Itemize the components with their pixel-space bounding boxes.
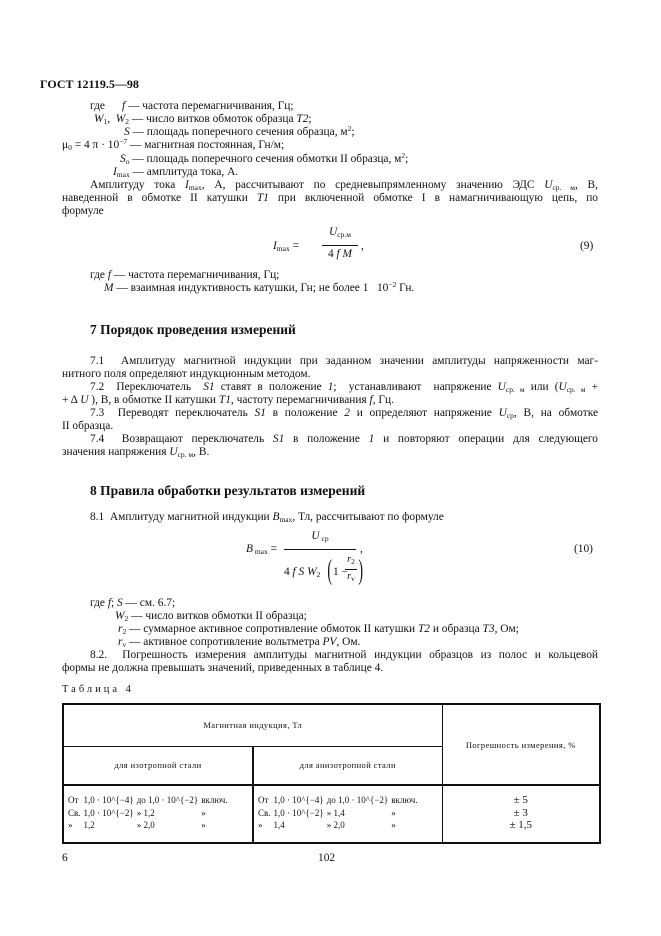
error-value: ± 3 (513, 806, 528, 819)
definition-f: где f — частота перемагничивания, Гц; (90, 269, 280, 281)
page-number-left: 6 (62, 852, 68, 864)
definition-f: где f — частота перемагничивания, Гц; (90, 100, 294, 112)
range-part: » (201, 820, 206, 830)
formula-10-inner-numerator: $r_2$ (347, 554, 355, 566)
paragraph-line: 8.1 Амплитуду магнитной индукции $B_{max}$, Тл, рассчитывают по формуле (90, 511, 444, 524)
range-part: » (201, 807, 206, 818)
table-4 (62, 703, 601, 844)
paren-right: ) (358, 555, 363, 586)
range-part: включ. (391, 795, 418, 805)
range-part: От (258, 795, 269, 805)
fraction-bar (322, 245, 358, 246)
formula-10-numerator: U $_{ср}$ (311, 530, 329, 543)
header-isotropic: для изотропной стали (63, 746, 253, 785)
paragraph-line: значения напряжения $U_{ср. м}$, В. (62, 446, 210, 459)
paragraph-line: Амплитуду тока $I_{max}$, А, рассчитывают по средневыпрямленному значению ЭДС $U_{ср. м}$, В, (90, 179, 598, 192)
range-part: » (391, 807, 396, 818)
error-value: ± 5 (513, 794, 528, 806)
paragraph-line: + Δ U ), В, в обмотке II катушки T1, частоту перемагничивания f, Гц. (62, 394, 394, 406)
fraction-bar (345, 569, 357, 570)
definition-w: $W_1$, $W_2$ — число витков обмоток образца T2; (94, 113, 312, 126)
formula-9-numerator: $U_{ср.м}$ (329, 226, 351, 239)
range-part: » 1,4 (326, 807, 345, 818)
definition-m: M — взаимная индуктивность катушки, Гн; не более 1 $10^{-2}$ Гн. (104, 280, 415, 294)
definition-w2: $W_2$ — число витков обмотки II образца; (115, 610, 307, 623)
definition-imax: $I_{max}$ — амплитуда тока, А. (113, 166, 239, 179)
section-7-heading: 7 Порядок проведения измерений (90, 322, 296, 337)
error-values (442, 785, 600, 843)
definition-s0: $S_о$ — площадь поперечного сечения обмотки II образца, $м^2$; (120, 151, 409, 166)
paragraph-line: формуле (62, 205, 104, 217)
range-part: » (68, 820, 73, 830)
paragraph-line: 8.2. Погрешность измерения амплитуды магнитной индукции образцов из полос и кольцевой (90, 649, 598, 661)
paragraph-line: формы не должна превышать значений, приведенных в таблице 4. (62, 662, 384, 674)
header-measurement-error: Погрешность измерения, % (442, 704, 600, 785)
page-number-center: 102 (318, 852, 336, 864)
formula-10-comma: , (360, 543, 363, 555)
range-part: » 2,0 (326, 820, 345, 830)
fraction-bar (284, 549, 356, 550)
isotropic-ranges (63, 785, 253, 843)
formula-10-one-minus: 1 − (333, 566, 348, 578)
range-part: » 2,0 (136, 820, 155, 830)
paragraph-line: 7.1 Амплитуду магнитной индукции при заданном значении амплитуды напряженности маг- (90, 355, 598, 367)
range-part: 1,0 · 10^{−2} (83, 807, 134, 818)
document-header: ГОСТ 12119.5—98 (40, 77, 139, 91)
definition-r2: $r_2$ — суммарное активное сопротивление обмоток II катушки T2 и образца T3, Ом; (118, 623, 519, 636)
formula-9-denominator: 4 f M (327, 248, 353, 260)
formula-9-lhs: $I_{max}$ = (273, 240, 299, 253)
section-8-heading: 8 Правила обработки результатов измерений (90, 483, 366, 498)
range-part: » 1,2 (136, 807, 155, 818)
formula-9-comma: , (361, 240, 364, 252)
formula-9-number: (9) (580, 240, 594, 252)
header-magnetic-induction: Магнитная индукция, Тл (63, 704, 442, 746)
paragraph-line: 7.4 Возвращают переключатель S1 в положение 1 и повторяют операции для следующего (90, 433, 598, 445)
range-part: 1,0 · 10^{−4} (273, 795, 324, 805)
paragraph-line: 7.3 Переводят переключатель S1 в положение 2 и определяют напряжение $U_{ср}$, В, на обмотке (90, 407, 599, 420)
definition-s: S — площадь поперечного сечения образца, $м^2$; (124, 124, 355, 138)
formula-10-number: (10) (574, 543, 593, 555)
table-caption: Таблица 4 (62, 684, 134, 695)
paragraph-line: 7.2 Переключатель S1 ставят в положение 1; устанавливают напряжение $U_{ср. м}$ или ($U_{ср. м}$ + (90, 381, 599, 394)
formula-10-lhs: B $_{max}$ = (246, 543, 278, 556)
formula-10-denominator: 4 f S $W_2$ (284, 566, 321, 579)
paragraph-line: нитного поля определяют индукционным методом. (62, 368, 311, 380)
range-part: Св. (258, 807, 271, 818)
definition-fs: где f; S — см. 6.7; (90, 597, 176, 609)
definition-rv: $r_v$ — активное сопротивление вольтметра PV, Ом. (118, 636, 361, 649)
definition-mu0: $\mu_0 = 4$ $\pi \cdot 10^{-7}$ — магнитная постоянная, Гн/м; (62, 137, 285, 152)
range-part: 1,0 · 10^{−4} (83, 795, 134, 805)
formula-10-inner-denominator: $r_v$ (347, 571, 355, 583)
range-part: » (391, 820, 396, 830)
range-part: 1,2 (83, 820, 95, 830)
range-part: От (68, 795, 79, 805)
range-part: 1,4 (273, 820, 285, 830)
range-part: включ. (201, 795, 228, 805)
range-part: 1,0 · 10^{−2} (273, 807, 324, 818)
paragraph-line: наведенной в обмотке II катушки T1 при включенной обмотке I в намагничивающую цепь, по (62, 192, 598, 204)
anisotropic-ranges (253, 785, 442, 843)
range-part: Св. (68, 807, 81, 818)
range-part: » (258, 820, 263, 830)
header-anisotropic: для анизотропной стали (253, 746, 442, 785)
error-value: ± 1,5 (509, 819, 533, 831)
range-part: до 1,0 · 10^{−2} (136, 795, 199, 805)
paren-left: ( (327, 555, 332, 586)
range-part: до 1,0 · 10^{−2} (326, 795, 389, 805)
paragraph-line: II образца. (62, 420, 114, 432)
